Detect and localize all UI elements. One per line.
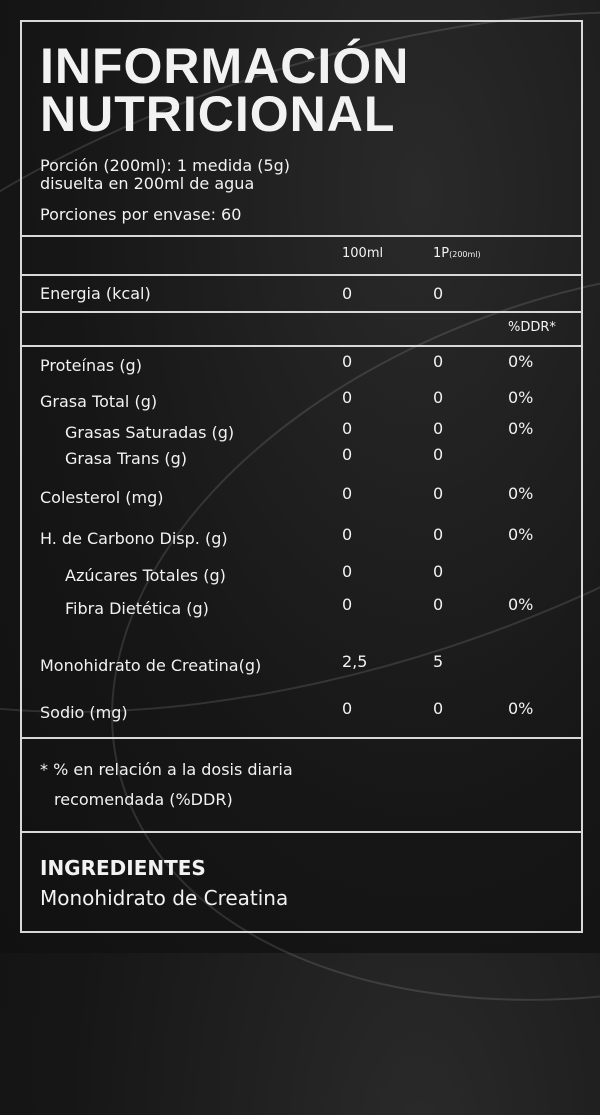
serving-line-1: Porción (200ml): 1 medida (5g) bbox=[40, 156, 291, 175]
nutrient-value-100ml: 0 bbox=[342, 352, 353, 371]
nutrient-label: Proteínas (g) bbox=[40, 356, 142, 375]
energy-1p: 0 bbox=[433, 284, 444, 303]
nutrient-value-100ml: 0 bbox=[342, 484, 353, 503]
nutrient-label: Grasa Trans (g) bbox=[65, 449, 188, 468]
header-ddr: %DDR* bbox=[508, 320, 556, 335]
nutrient-value-100ml: 0 bbox=[342, 388, 353, 407]
nutrient-value-1p: 0 bbox=[433, 445, 444, 464]
footnote-line-2: recomendada (%DDR) bbox=[54, 790, 233, 809]
energy-100ml: 0 bbox=[342, 284, 353, 303]
nutrient-value-1p: 0 bbox=[433, 388, 444, 407]
ingredients-heading: INGREDIENTES bbox=[40, 856, 206, 880]
ingredients-value: Monohidrato de Creatina bbox=[40, 886, 289, 910]
divider bbox=[20, 737, 583, 739]
nutrient-value-1p: 0 bbox=[433, 595, 444, 614]
nutrient-value-100ml: 2,5 bbox=[342, 652, 368, 671]
divider bbox=[20, 311, 583, 313]
nutrient-value-ddr: 0% bbox=[508, 595, 534, 614]
title-line-1: INFORMACIÓN bbox=[40, 38, 410, 94]
nutrient-value-1p: 0 bbox=[433, 419, 444, 438]
energy-label: Energia (kcal) bbox=[40, 284, 151, 303]
nutrient-value-100ml: 0 bbox=[342, 699, 353, 718]
nutrient-value-1p: 0 bbox=[433, 484, 444, 503]
nutrient-value-ddr: 0% bbox=[508, 525, 534, 544]
servings-per-container: Porciones por envase: 60 bbox=[40, 205, 242, 224]
nutrient-value-1p: 0 bbox=[433, 352, 444, 371]
serving-line-2: disuelta en 200ml de agua bbox=[40, 174, 255, 193]
nutrient-value-1p: 0 bbox=[433, 562, 444, 581]
header-1p-label: 1P bbox=[433, 246, 450, 261]
header-1p-sub: (200ml) bbox=[449, 250, 481, 259]
nutrient-value-1p: 0 bbox=[433, 699, 444, 718]
nutrient-label: Colesterol (mg) bbox=[40, 488, 164, 507]
nutrient-value-ddr: 0% bbox=[508, 484, 534, 503]
nutrient-value-100ml: 0 bbox=[342, 562, 353, 581]
divider bbox=[20, 831, 583, 833]
nutrient-label: Grasas Saturadas (g) bbox=[65, 423, 235, 442]
nutrient-value-1p: 5 bbox=[433, 652, 444, 671]
nutrient-label: Fibra Dietética (g) bbox=[65, 599, 209, 618]
nutrient-label: Grasa Total (g) bbox=[40, 392, 158, 411]
page-title bbox=[40, 38, 410, 142]
nutrient-value-1p: 0 bbox=[433, 525, 444, 544]
divider bbox=[20, 345, 583, 347]
nutrient-value-100ml: 0 bbox=[342, 595, 353, 614]
nutrient-label: Monohidrato de Creatina(g) bbox=[40, 656, 262, 675]
nutrient-value-ddr: 0% bbox=[508, 419, 534, 438]
nutrient-value-ddr: 0% bbox=[508, 699, 534, 718]
nutrient-label: Azúcares Totales (g) bbox=[65, 566, 226, 585]
nutrient-value-100ml: 0 bbox=[342, 525, 353, 544]
title-line-2: NUTRICIONAL bbox=[40, 86, 396, 142]
divider bbox=[20, 235, 583, 237]
nutrient-value-100ml: 0 bbox=[342, 445, 353, 464]
nutrient-value-100ml: 0 bbox=[342, 419, 353, 438]
nutrient-value-ddr: 0% bbox=[508, 388, 534, 407]
header-1p bbox=[433, 246, 481, 261]
nutrient-value-ddr: 0% bbox=[508, 352, 534, 371]
nutrient-label: H. de Carbono Disp. (g) bbox=[40, 529, 228, 548]
footnote-line-1: * % en relación a la dosis diaria bbox=[40, 760, 293, 779]
header-100ml: 100ml bbox=[342, 246, 384, 261]
divider bbox=[20, 274, 583, 276]
nutrient-label: Sodio (mg) bbox=[40, 703, 128, 722]
